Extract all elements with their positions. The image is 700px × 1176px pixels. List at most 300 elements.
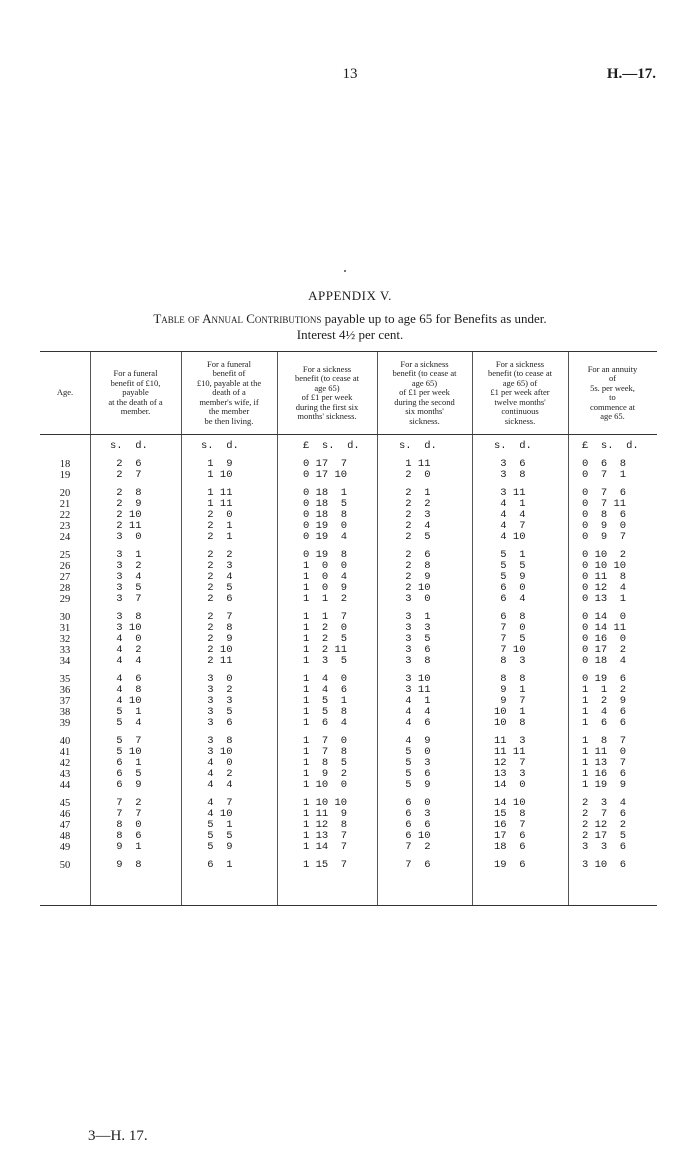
table-cell: 5 9 bbox=[399, 779, 431, 791]
age-cell: 19 bbox=[59, 470, 71, 481]
table-cell: 5 5 bbox=[201, 830, 233, 842]
table-cell: 2 9 bbox=[110, 498, 142, 510]
table-cell: 3 8 bbox=[201, 735, 233, 747]
table-cell: 3 8 bbox=[399, 655, 431, 667]
header-line: For a sickness bbox=[400, 358, 449, 369]
table-cell: 1 13 7 bbox=[582, 757, 627, 769]
table-cell: 9 8 bbox=[110, 859, 142, 871]
table-cell: 2 12 2 bbox=[582, 819, 627, 831]
table-cell: 3 10 bbox=[110, 622, 142, 634]
contributions-table bbox=[40, 351, 657, 906]
table-cell: 0 7 11 bbox=[582, 498, 627, 510]
age-cell: 40 bbox=[59, 736, 71, 747]
age-cell: 35 bbox=[59, 674, 71, 685]
header-line: benefit (to cease at bbox=[488, 368, 552, 379]
table-cell: 13 3 bbox=[494, 768, 526, 780]
table-cell: 0 9 0 bbox=[582, 520, 627, 532]
table-cell: 15 8 bbox=[494, 808, 526, 820]
table-cell: 4 4 bbox=[399, 706, 431, 718]
table-cell: 2 8 bbox=[110, 487, 142, 499]
table-cell: 10 1 bbox=[494, 706, 526, 718]
appendix-heading: APPENDIX V. bbox=[308, 288, 392, 303]
table-cell: 2 2 bbox=[201, 549, 233, 561]
header-line: the member bbox=[208, 406, 250, 417]
table-cell: 1 7 0 bbox=[303, 735, 348, 747]
table-cell: 4 7 bbox=[201, 797, 233, 809]
header-line: benefit of £10, bbox=[110, 377, 161, 388]
age-cell: 47 bbox=[59, 820, 71, 831]
table-cell: 1 2 9 bbox=[582, 695, 627, 707]
table-cell: 2 0 bbox=[399, 469, 431, 481]
table-cell: 1 15 7 bbox=[303, 859, 348, 871]
table-cell: 7 0 bbox=[494, 622, 526, 634]
table-cell: 3 7 bbox=[110, 593, 142, 605]
header-line: For a sickness bbox=[302, 363, 352, 374]
age-cell: 37 bbox=[59, 696, 71, 707]
table-cell: 2 5 bbox=[399, 531, 431, 543]
table-cell: 8 3 bbox=[494, 655, 526, 667]
table-cell: 3 0 bbox=[201, 673, 233, 685]
table-cell: 2 17 5 bbox=[582, 830, 627, 842]
table-cell: 1 1 7 bbox=[303, 611, 348, 623]
header-line: during the second bbox=[394, 396, 455, 407]
age-cell: 24 bbox=[59, 532, 71, 543]
table-cell: 4 2 bbox=[201, 768, 233, 780]
header-line: For a sickness bbox=[495, 358, 545, 369]
header-line: £1 per week after bbox=[490, 387, 550, 398]
header-line: member. bbox=[120, 406, 151, 417]
table-cell: 2 11 bbox=[110, 520, 142, 532]
table-column bbox=[377, 441, 472, 871]
header-cell bbox=[472, 352, 568, 434]
header-line: benefit of bbox=[212, 368, 246, 379]
table-cell: 1 13 7 bbox=[303, 830, 348, 842]
table-title-prefix: Table of Annual Contributions bbox=[153, 311, 322, 326]
table-cell: 1 11 bbox=[201, 487, 233, 499]
table-cell: 1 10 10 bbox=[303, 797, 348, 809]
table-cell: 6 0 bbox=[399, 797, 431, 809]
table-cell: 3 0 bbox=[399, 593, 431, 605]
header-cell bbox=[568, 352, 657, 434]
table-title-suffix: payable up to age 65 for Benefits as under. bbox=[321, 311, 547, 326]
header-line: sickness. bbox=[409, 415, 440, 426]
table-cell: 3 8 bbox=[494, 469, 526, 481]
header-line: of £1 per week bbox=[301, 392, 353, 402]
age-cell: 32 bbox=[59, 634, 71, 645]
table-cell: 5 10 bbox=[110, 746, 142, 758]
age-cell: 33 bbox=[59, 645, 71, 656]
table-cell: 0 7 6 bbox=[582, 487, 627, 499]
table-cell: 1 1 2 bbox=[582, 684, 627, 696]
header-line: sickness. bbox=[504, 415, 536, 426]
age-cell: 23 bbox=[59, 521, 71, 532]
table-cell: 4 10 bbox=[494, 531, 526, 543]
table-cell: 2 3 bbox=[201, 560, 233, 572]
age-cell: 49 bbox=[59, 842, 71, 853]
unit-label: s. d. bbox=[494, 440, 532, 452]
header-line: months' sickness. bbox=[297, 411, 357, 421]
table-cell: 9 1 bbox=[110, 841, 142, 853]
table-cell: 6 1 bbox=[201, 859, 233, 871]
table-cell: 2 3 4 bbox=[582, 797, 627, 809]
table-cell: 5 1 bbox=[110, 706, 142, 718]
header-line: be then living. bbox=[204, 415, 254, 426]
table-cell: 0 14 0 bbox=[582, 611, 627, 623]
table-column bbox=[568, 441, 657, 871]
table-cell: 2 7 6 bbox=[582, 808, 627, 820]
age-cell: 31 bbox=[59, 623, 71, 634]
table-cell: 1 9 bbox=[201, 458, 233, 470]
age-cell: 18 bbox=[59, 459, 71, 470]
table-cell: 3 1 bbox=[110, 549, 142, 561]
table-cell: 6 4 bbox=[494, 593, 526, 605]
table-cell: 5 5 bbox=[494, 560, 526, 572]
header-line: £10, payable at the bbox=[196, 377, 262, 388]
unit-label: s. d. bbox=[110, 440, 148, 452]
table-cell: 4 7 bbox=[494, 520, 526, 532]
table-cell: 17 6 bbox=[494, 830, 526, 842]
table-cell: 11 3 bbox=[494, 735, 526, 747]
age-cell: 36 bbox=[59, 685, 71, 696]
table-cell: 2 9 bbox=[399, 571, 431, 583]
table-cell: 0 6 8 bbox=[582, 458, 627, 470]
table-cell: 9 7 bbox=[494, 695, 526, 707]
table-cell: 0 19 4 bbox=[303, 531, 348, 543]
table-cell: 2 0 bbox=[201, 509, 233, 521]
table-cell: 6 8 bbox=[494, 611, 526, 623]
table-cell: 0 14 11 bbox=[582, 622, 627, 634]
table-cell: 3 11 bbox=[399, 684, 431, 696]
table-cell: 1 3 5 bbox=[303, 655, 348, 667]
age-cell: 42 bbox=[59, 758, 71, 769]
table-cell: 0 18 4 bbox=[582, 655, 627, 667]
table-cell: 2 4 bbox=[399, 520, 431, 532]
header-line: 5s. per week, bbox=[590, 382, 635, 393]
header-cell bbox=[277, 352, 377, 434]
page-footer: 3—H. 17. bbox=[88, 1128, 148, 1144]
table-cell: 3 2 bbox=[110, 560, 142, 572]
age-cell: 41 bbox=[59, 747, 71, 758]
table-cell: 2 1 bbox=[399, 487, 431, 499]
table-cell: 3 2 bbox=[201, 684, 233, 696]
table-cell: 3 5 bbox=[201, 706, 233, 718]
unit-label: £ s. d. bbox=[303, 440, 360, 452]
table-cell: 1 8 5 bbox=[303, 757, 348, 769]
header-line: age 65) bbox=[314, 382, 340, 393]
table-cell: 7 6 bbox=[399, 859, 431, 871]
table-cell: 1 12 8 bbox=[303, 819, 348, 831]
table-column bbox=[277, 441, 377, 871]
header-cell bbox=[40, 352, 90, 434]
header-line: For an annuity bbox=[587, 363, 638, 374]
table-cell: 1 2 11 bbox=[303, 644, 348, 656]
table-cell: 5 3 bbox=[399, 757, 431, 769]
table-cell: 1 4 0 bbox=[303, 673, 348, 685]
header-line: of £1 per week bbox=[399, 387, 450, 398]
header-line: to bbox=[609, 392, 616, 402]
table-cell: 2 10 bbox=[201, 644, 233, 656]
table-cell: 1 0 0 bbox=[303, 560, 348, 572]
age-cell: 20 bbox=[59, 488, 71, 499]
table-cell: 5 4 bbox=[110, 717, 142, 729]
table-cell: 1 10 0 bbox=[303, 779, 348, 791]
table-cell: 6 9 bbox=[110, 779, 142, 791]
header-line: payable bbox=[122, 387, 149, 398]
table-subtitle: Interest 4½ per cent. bbox=[296, 327, 404, 342]
table-cell: 1 2 5 bbox=[303, 633, 348, 645]
page-number: 13 bbox=[342, 66, 358, 82]
table-cell: 3 6 bbox=[399, 644, 431, 656]
table-cell: 10 8 bbox=[494, 717, 526, 729]
age-cell: 44 bbox=[59, 780, 71, 791]
table-cell: 0 11 8 bbox=[582, 571, 627, 583]
table-cell: 5 6 bbox=[399, 768, 431, 780]
table-cell: 7 7 bbox=[110, 808, 142, 820]
table-cell: 0 7 1 bbox=[582, 469, 627, 481]
table-cell: 3 0 bbox=[110, 531, 142, 543]
age-cell: 45 bbox=[59, 798, 71, 809]
table-cell: 1 11 9 bbox=[303, 808, 348, 820]
document-reference: H.—17. bbox=[606, 66, 656, 82]
table-column bbox=[472, 441, 568, 871]
age-cell: 34 bbox=[59, 656, 71, 667]
table-cell: 18 6 bbox=[494, 841, 526, 853]
table-title bbox=[0, 311, 700, 327]
header-line: For a funeral bbox=[113, 368, 158, 379]
table-cell: 8 8 bbox=[494, 673, 526, 685]
table-cell: 0 16 0 bbox=[582, 633, 627, 645]
table-cell: 0 10 2 bbox=[582, 549, 627, 561]
table-cell: 1 4 6 bbox=[582, 706, 627, 718]
table-cell: 0 18 8 bbox=[303, 509, 348, 521]
table-cell: 19 6 bbox=[494, 859, 526, 871]
table-cell: 2 3 bbox=[399, 509, 431, 521]
table-cell: 7 2 bbox=[110, 797, 142, 809]
age-cell: 48 bbox=[59, 831, 71, 842]
unit-label: s. d. bbox=[201, 440, 239, 452]
table-cell: 0 19 8 bbox=[303, 549, 348, 561]
table-header bbox=[40, 352, 657, 435]
table-cell: 0 12 4 bbox=[582, 582, 627, 594]
header-line: benefit (to cease at bbox=[392, 368, 457, 379]
table-cell: 1 11 bbox=[399, 458, 431, 470]
age-cell: 39 bbox=[59, 718, 71, 729]
age-cell: 27 bbox=[59, 572, 71, 583]
table-cell: 6 1 bbox=[110, 757, 142, 769]
age-cell: 26 bbox=[59, 561, 71, 572]
table-cell: 5 7 bbox=[110, 735, 142, 747]
table-cell: 6 3 bbox=[399, 808, 431, 820]
table-cell: 4 9 bbox=[399, 735, 431, 747]
table-cell: 1 0 9 bbox=[303, 582, 348, 594]
age-cell: 43 bbox=[59, 769, 71, 780]
table-cell: 9 1 bbox=[494, 684, 526, 696]
table-column bbox=[90, 441, 181, 871]
table-cell: 0 18 1 bbox=[303, 487, 348, 499]
table-cell: 4 1 bbox=[494, 498, 526, 510]
table-cell: 4 0 bbox=[110, 633, 142, 645]
table-cell: 1 4 6 bbox=[303, 684, 348, 696]
table-cell: 4 8 bbox=[110, 684, 142, 696]
table-cell: 4 4 bbox=[201, 779, 233, 791]
table-cell: 12 7 bbox=[494, 757, 526, 769]
table-cell: 0 17 2 bbox=[582, 644, 627, 656]
age-cell: 29 bbox=[59, 594, 71, 605]
table-cell: 2 10 bbox=[399, 582, 431, 594]
age-cell: 21 bbox=[59, 499, 71, 510]
header-line: twelve months' bbox=[494, 396, 546, 407]
table-cell: 2 1 bbox=[201, 531, 233, 543]
table-cell: 3 8 bbox=[110, 611, 142, 623]
table-cell: 2 6 bbox=[110, 458, 142, 470]
table-cell: 1 10 bbox=[201, 469, 233, 481]
table-cell: 6 0 bbox=[494, 582, 526, 594]
table-cell: 0 19 6 bbox=[582, 673, 627, 685]
header-line: age 65) of bbox=[502, 377, 538, 388]
table-cell: 3 10 6 bbox=[582, 859, 627, 871]
table-cell: 1 2 0 bbox=[303, 622, 348, 634]
header-line: member's wife, if bbox=[199, 396, 259, 407]
table-cell: 16 7 bbox=[494, 819, 526, 831]
table-cell: 2 6 bbox=[201, 593, 233, 605]
table-cell: 11 11 bbox=[494, 746, 526, 758]
table-cell: 2 8 bbox=[399, 560, 431, 572]
table-cell: 1 11 0 bbox=[582, 746, 627, 758]
table-cell: 4 2 bbox=[110, 644, 142, 656]
table-cell: 5 1 bbox=[494, 549, 526, 561]
table-cell: 5 9 bbox=[201, 841, 233, 853]
table-cell: 1 1 2 bbox=[303, 593, 348, 605]
table-body bbox=[40, 435, 657, 906]
table-cell: 7 10 bbox=[494, 644, 526, 656]
header-line: For a funeral bbox=[207, 358, 251, 369]
header-line: death of a bbox=[212, 387, 246, 398]
header-cell bbox=[181, 352, 277, 434]
table-cell: 4 4 bbox=[494, 509, 526, 521]
table-cell: 2 1 bbox=[201, 520, 233, 532]
table-cell: 0 17 10 bbox=[303, 469, 348, 481]
table-cell: 2 11 bbox=[201, 655, 233, 667]
table-cell: 3 1 bbox=[399, 611, 431, 623]
header-line: at the death of a bbox=[108, 396, 163, 407]
table-cell: 2 10 bbox=[110, 509, 142, 521]
table-cell: 7 5 bbox=[494, 633, 526, 645]
table-cell: 3 10 bbox=[201, 746, 233, 758]
table-cell: 6 5 bbox=[110, 768, 142, 780]
table-cell: 5 1 bbox=[201, 819, 233, 831]
table-cell: 3 10 bbox=[399, 673, 431, 685]
header-line: benefit (to cease at bbox=[295, 373, 359, 383]
table-cell: 8 6 bbox=[110, 830, 142, 842]
table-cell: 5 9 bbox=[494, 571, 526, 583]
table-cell: 3 4 bbox=[110, 571, 142, 583]
table-cell: 1 0 4 bbox=[303, 571, 348, 583]
table-cell: 1 6 4 bbox=[303, 717, 348, 729]
table-cell: 0 9 7 bbox=[582, 531, 627, 543]
table-cell: 1 14 7 bbox=[303, 841, 348, 853]
table-cell: 0 19 0 bbox=[303, 520, 348, 532]
stray-mark bbox=[344, 270, 346, 272]
table-cell: 0 8 6 bbox=[582, 509, 627, 521]
header-line: age 65. bbox=[600, 411, 625, 421]
table-cell: 0 13 1 bbox=[582, 593, 627, 605]
table-cell: 1 8 7 bbox=[582, 735, 627, 747]
table-cell: 2 7 bbox=[110, 469, 142, 481]
table-cell: 1 5 1 bbox=[303, 695, 348, 707]
table-cell: 2 9 bbox=[201, 633, 233, 645]
table-column bbox=[181, 441, 277, 871]
age-cell: 46 bbox=[59, 809, 71, 820]
table-cell: 2 7 bbox=[201, 611, 233, 623]
table-cell: 3 6 bbox=[201, 717, 233, 729]
table-cell: 1 7 8 bbox=[303, 746, 348, 758]
table-cell: 2 8 bbox=[201, 622, 233, 634]
table-cell: 4 0 bbox=[201, 757, 233, 769]
table-cell: 3 3 bbox=[399, 622, 431, 634]
table-cell: 3 5 bbox=[110, 582, 142, 594]
unit-label: £ s. d. bbox=[582, 440, 639, 452]
header-line: of bbox=[608, 373, 617, 383]
header-line: during the first six bbox=[295, 401, 359, 412]
unit-label: s. d. bbox=[399, 440, 437, 452]
header-line: continuous bbox=[501, 406, 539, 417]
header-line: Age. bbox=[56, 387, 74, 398]
table-cell: 4 4 bbox=[110, 655, 142, 667]
table-cell: 3 11 bbox=[494, 487, 526, 499]
table-cell: 3 6 bbox=[494, 458, 526, 470]
header-cell bbox=[377, 352, 472, 434]
header-line: age 65) bbox=[411, 377, 438, 388]
header-cell bbox=[90, 352, 181, 434]
unit-label bbox=[40, 441, 90, 452]
table-cell: 4 10 bbox=[201, 808, 233, 820]
table-cell: 3 3 bbox=[201, 695, 233, 707]
table-cell: 2 4 bbox=[201, 571, 233, 583]
table-cell: 4 10 bbox=[110, 695, 142, 707]
table-cell: 14 10 bbox=[494, 797, 526, 809]
table-cell: 1 5 8 bbox=[303, 706, 348, 718]
table-cell: 8 0 bbox=[110, 819, 142, 831]
table-cell: 4 6 bbox=[399, 717, 431, 729]
table-cell: 1 6 6 bbox=[582, 717, 627, 729]
header-line: commence at bbox=[589, 401, 636, 412]
table-cell: 0 18 5 bbox=[303, 498, 348, 510]
table-cell: 1 19 9 bbox=[582, 779, 627, 791]
table-cell: 6 6 bbox=[399, 819, 431, 831]
header-line: six months' bbox=[405, 406, 444, 417]
table-cell: 1 11 bbox=[201, 498, 233, 510]
table-cell: 1 16 6 bbox=[582, 768, 627, 780]
table-cell: 3 5 bbox=[399, 633, 431, 645]
table-cell: 3 3 6 bbox=[582, 841, 627, 853]
table-cell: 2 2 bbox=[399, 498, 431, 510]
age-cell: 50 bbox=[59, 860, 71, 871]
table-cell: 0 17 7 bbox=[303, 458, 348, 470]
table-cell: 2 5 bbox=[201, 582, 233, 594]
table-cell: 14 0 bbox=[494, 779, 526, 791]
table-cell: 5 0 bbox=[399, 746, 431, 758]
table-cell: 0 10 10 bbox=[582, 560, 627, 572]
table-cell: 7 2 bbox=[399, 841, 431, 853]
age-cell: 22 bbox=[59, 510, 71, 521]
table-cell: 1 9 2 bbox=[303, 768, 348, 780]
table-cell: 6 10 bbox=[399, 830, 431, 842]
age-cell: 25 bbox=[59, 550, 71, 561]
table-cell: 4 1 bbox=[399, 695, 431, 707]
table-cell: 4 6 bbox=[110, 673, 142, 685]
age-cell: 38 bbox=[59, 707, 71, 718]
table-cell: 2 6 bbox=[399, 549, 431, 561]
